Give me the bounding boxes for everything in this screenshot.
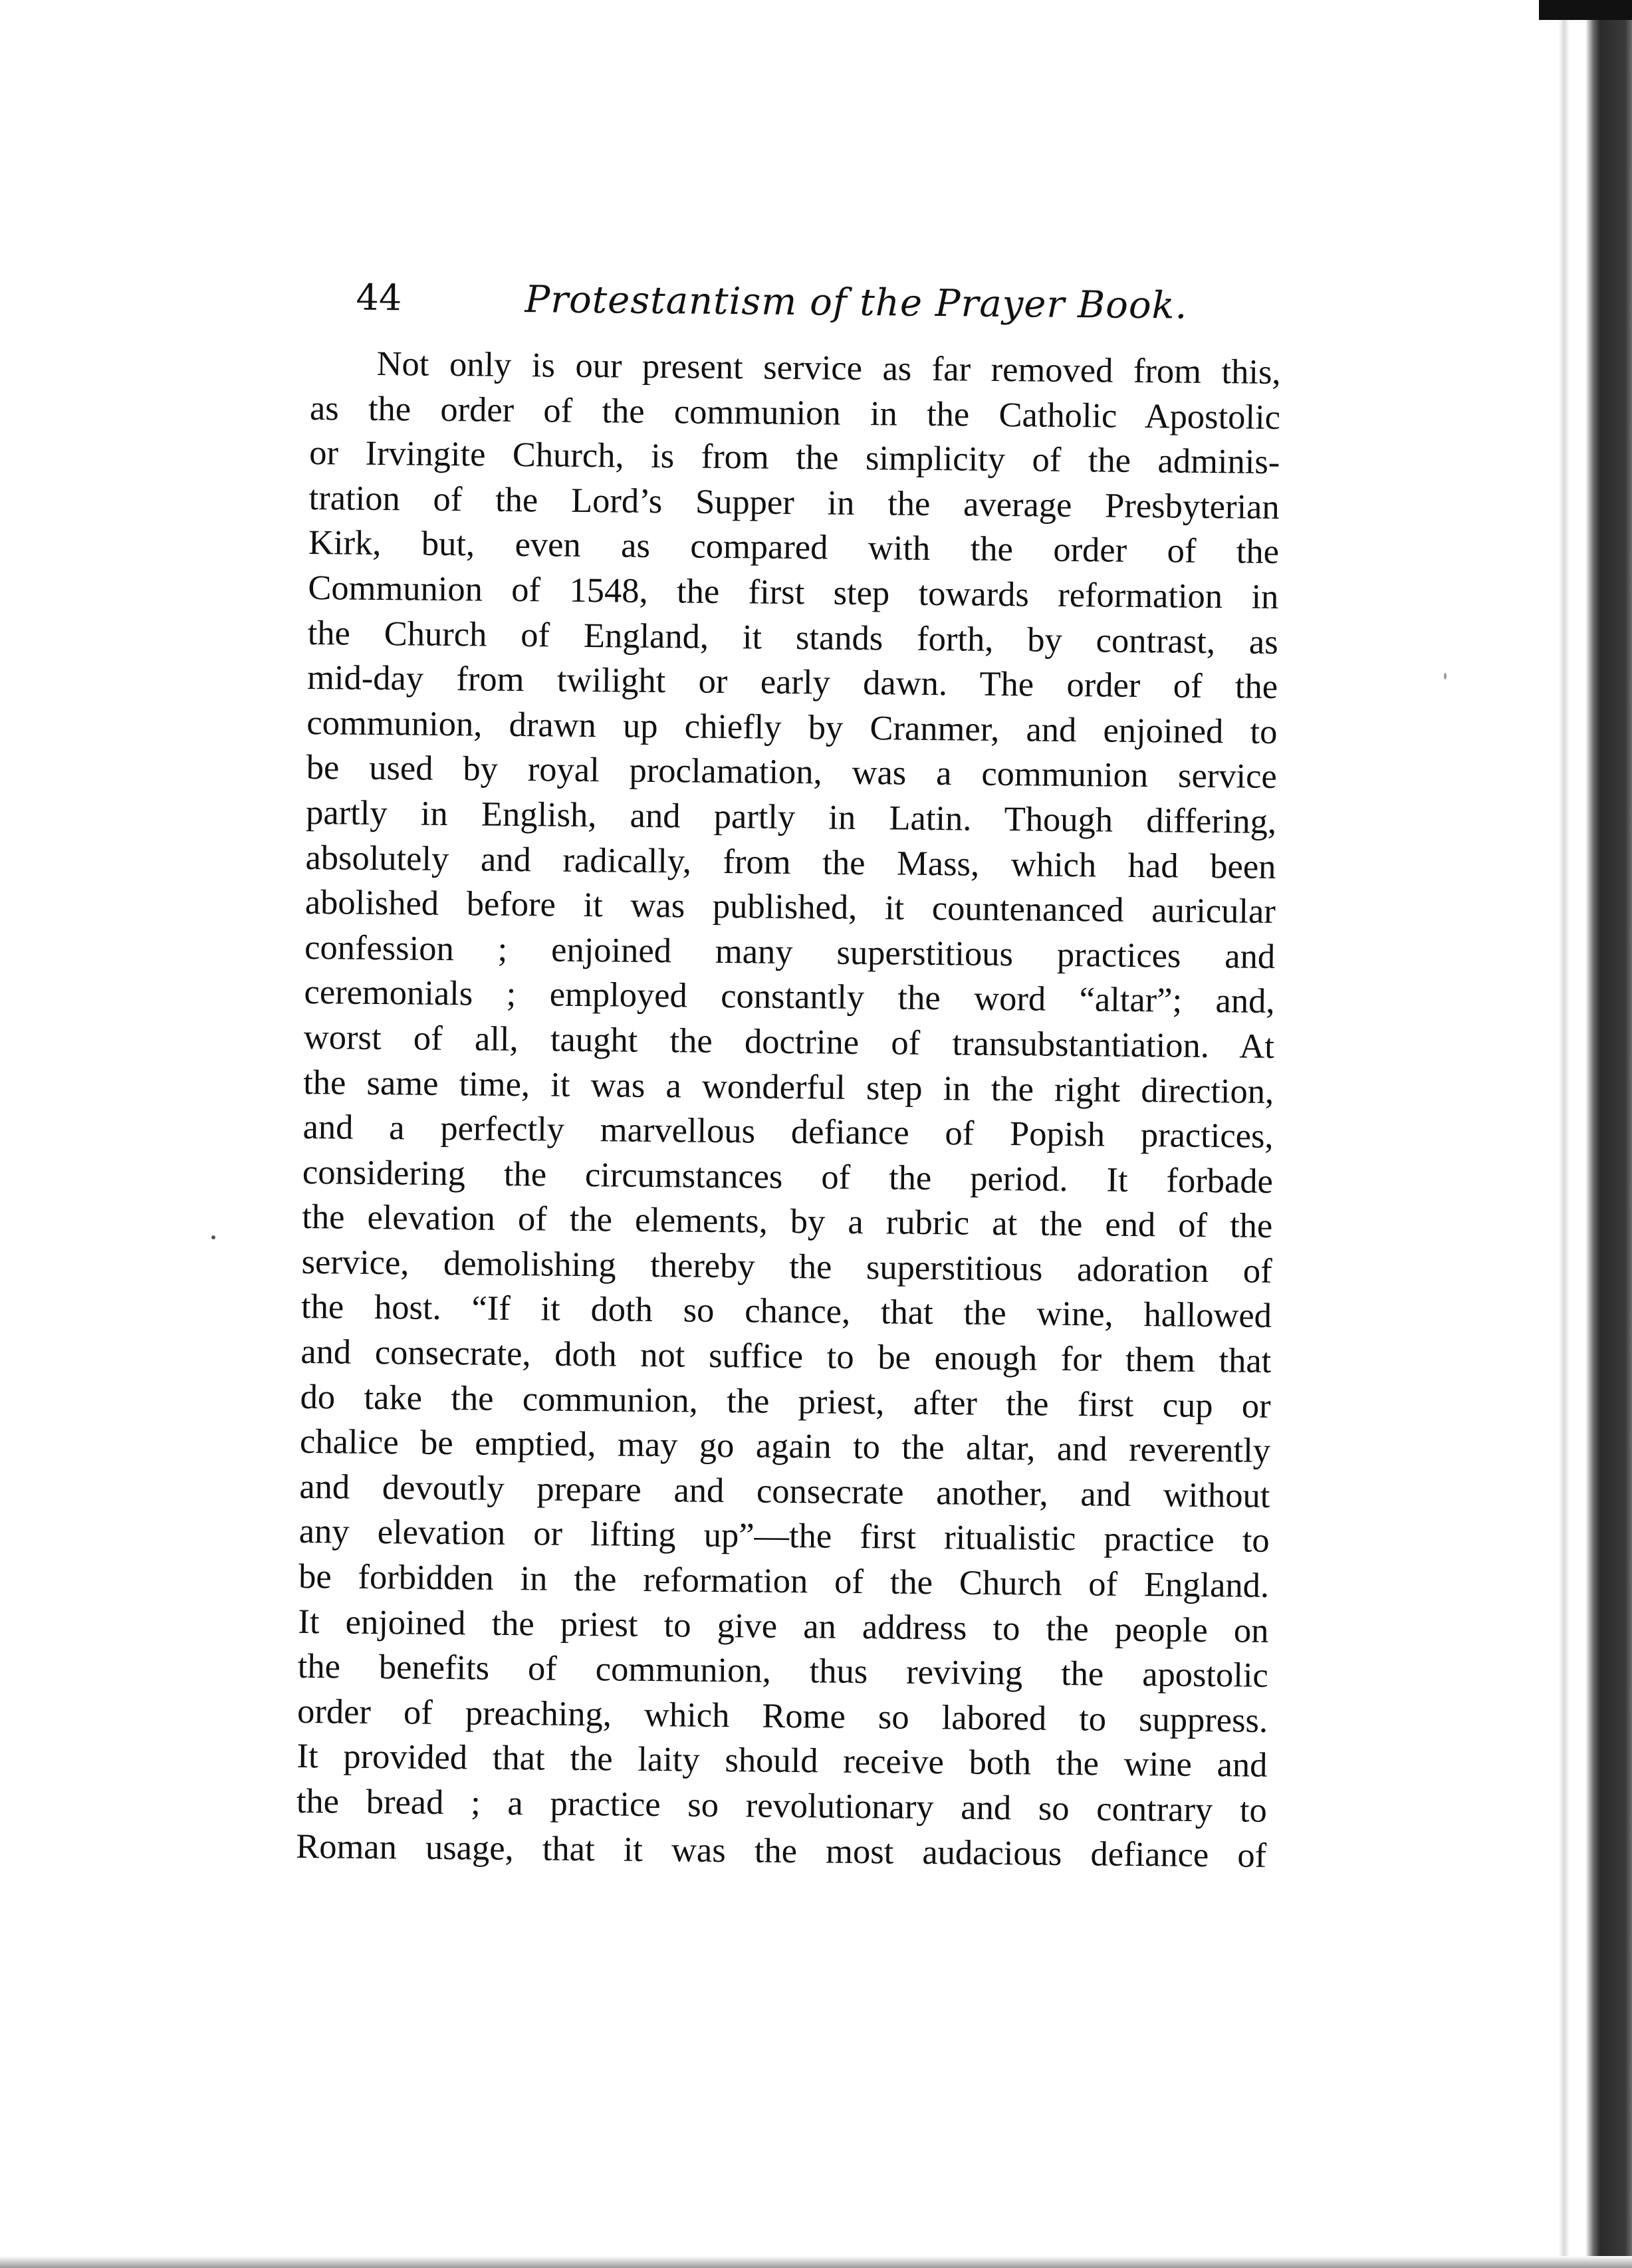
text-line: communion, drawn up chiefly by Cranmer, and enjoined to	[306, 703, 1278, 751]
dust-speck	[1444, 673, 1447, 680]
text-line: the same time, it was a wonderful step in the right direction,	[302, 1063, 1274, 1111]
dust-speck	[211, 1235, 215, 1239]
text-line: the benefits of communion, thus reviving the apostolic	[297, 1647, 1269, 1696]
scan-edge-bottom	[0, 2256, 1632, 2268]
body-text	[296, 341, 1281, 1878]
scan-corner-top-right	[1539, 0, 1632, 20]
text-line: the host. “If it doth so chance, that the wine, hallowed	[300, 1287, 1272, 1336]
text-line: be forbidden in the reformation of the Church of England.	[298, 1557, 1270, 1605]
text-line: partly in English, and partly in Latin. Though differing,	[305, 793, 1277, 841]
text-line: mid-day from twilight or early dawn. The order of the	[306, 658, 1278, 707]
text-line: abolished before it was published, it countenanced auricular	[304, 883, 1276, 932]
scan-edge-right	[1559, 0, 1632, 2268]
text-line: worst of all, taught the doctrine of transubstantiation. At	[303, 1017, 1275, 1066]
text-line: ceremonials ; employed constantly the word “altar”; and,	[304, 973, 1275, 1021]
text-line: Not only is our present service as far removed from this,	[376, 344, 1281, 392]
text-line: confession ; enjoined many superstitious practices and	[304, 928, 1276, 976]
running-title: Protestantism of the Prayer Book.	[525, 278, 1188, 328]
text-block	[296, 269, 1282, 1878]
text-line: or Irvingite Church, is from the simplicity of the adminis-	[309, 434, 1280, 482]
text-line: any elevation or lifting up”—the first ritualistic practice to	[298, 1512, 1270, 1561]
text-line: the Church of England, it stands forth, by contrast, as	[307, 613, 1278, 662]
text-line: as the order of the communion in the Catholic Apostolic	[309, 388, 1281, 437]
text-line: Roman usage, that it was the most audacious defiance of	[295, 1827, 1267, 1875]
text-line: considering the circumstances of the period. It forbade	[302, 1152, 1274, 1201]
page-header	[310, 269, 1282, 345]
text-line: the elevation of the elements, by a rubric at the end of the	[302, 1197, 1273, 1246]
text-line: It enjoined the priest to give an address to the people on	[298, 1602, 1269, 1650]
text-line: do take the communion, the priest, after the first cup or	[300, 1377, 1271, 1426]
text-line: chalice be emptied, may go again to the altar, and reverently	[299, 1422, 1271, 1471]
text-line: tration of the Lord’s Supper in the average Presbyterian	[308, 478, 1280, 527]
text-line: Kirk, but, even as compared with the order of the	[308, 523, 1280, 572]
text-line: and devoutly prepare and consecrate another, and without	[299, 1467, 1270, 1515]
text-line: Communion of 1548, the first step towards reformation in	[308, 568, 1279, 616]
text-line: and consecrate, doth not suffice to be enough for them that	[300, 1332, 1272, 1381]
text-line: order of preaching, which Rome so labored to suppress.	[296, 1692, 1268, 1740]
text-line: absolutely and radically, from the Mass, which had been	[305, 838, 1276, 886]
text-line: and a perfectly marvellous defiance of Popish practices,	[302, 1108, 1274, 1156]
page-number: 44	[356, 276, 402, 319]
text-line: service, demolishing thereby the superstitious adoration of	[301, 1242, 1272, 1291]
text-line: the bread ; a practice so revolutionary and so contrary to	[296, 1781, 1268, 1830]
text-line: It provided that the laity should receive both the wine and	[296, 1737, 1268, 1785]
text-line: be used by royal proclamation, was a communion service	[306, 748, 1278, 797]
